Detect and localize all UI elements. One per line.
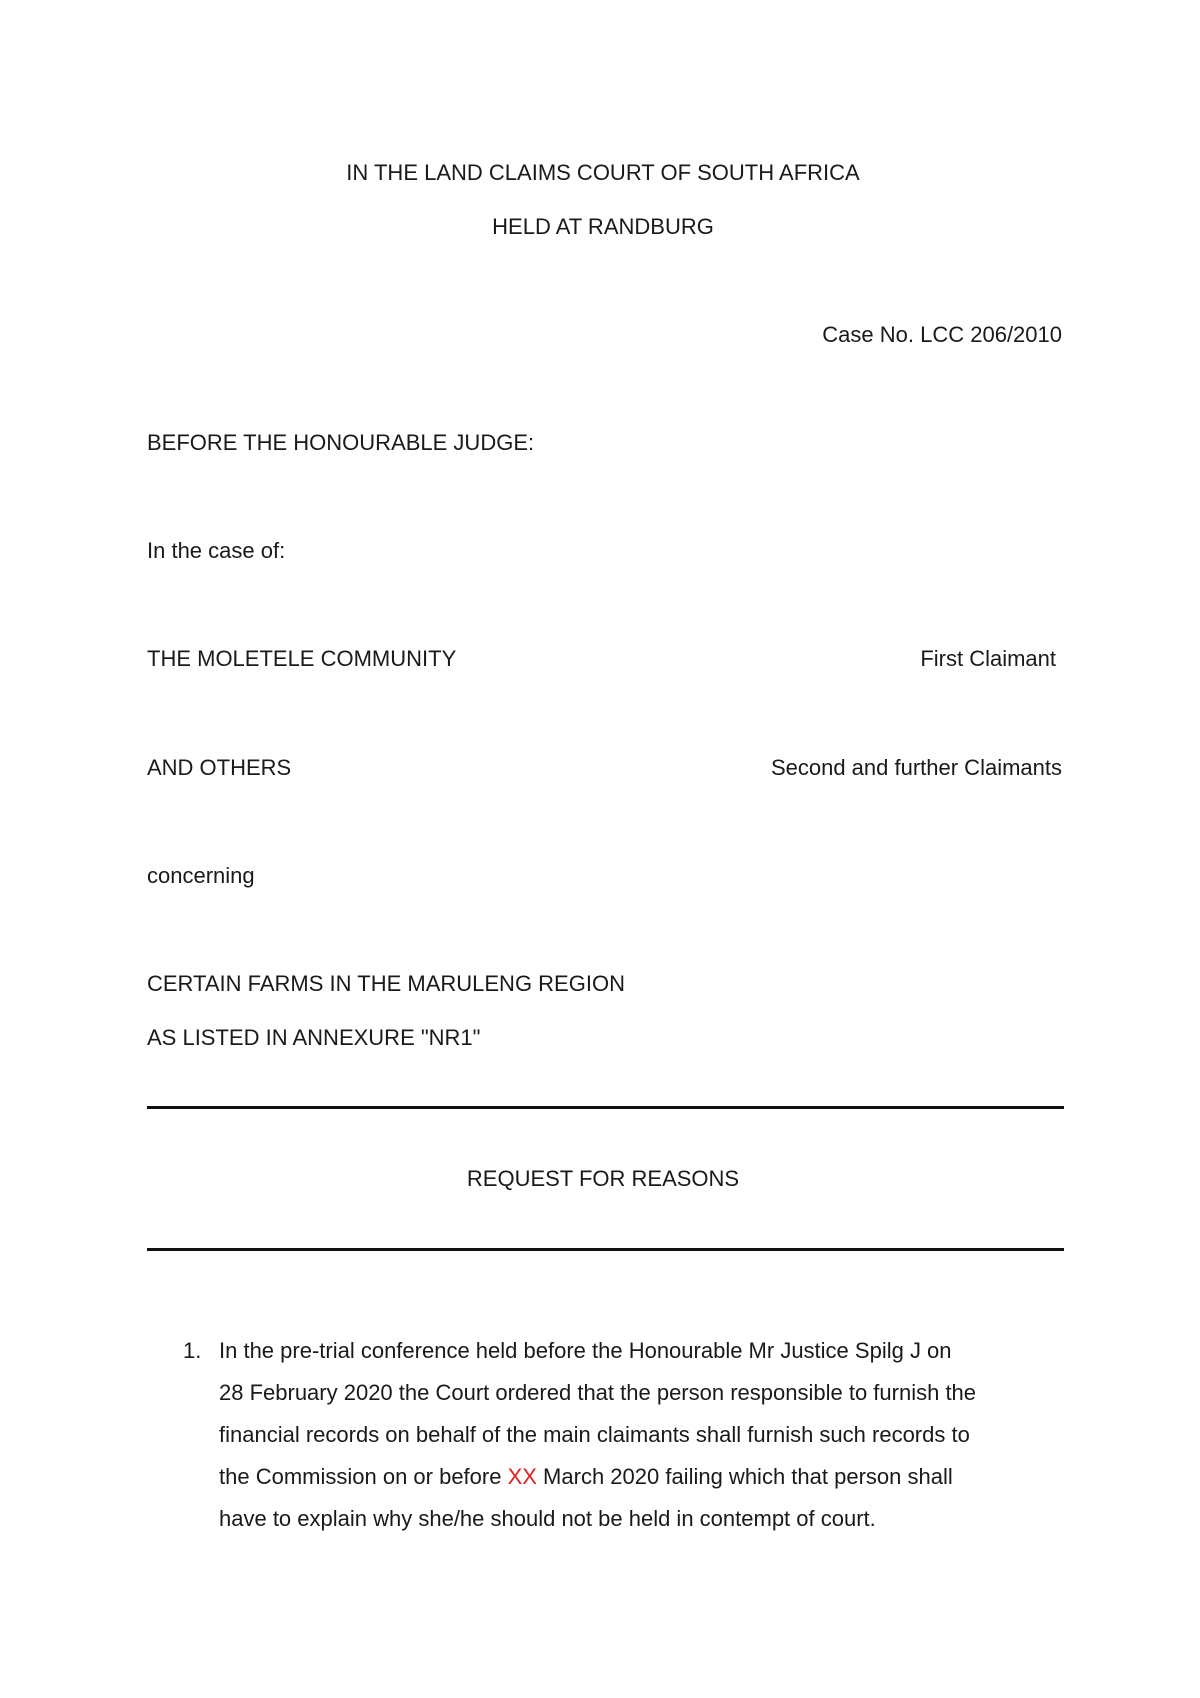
document-title: REQUEST FOR REASONS [466, 1166, 740, 1191]
paragraph-line-4-start: the Commission on or before [219, 1464, 508, 1489]
in-case-of-label: In the case of: [147, 538, 286, 563]
paragraph-body [219, 1330, 1079, 1540]
held-at-heading: HELD AT RANDBURG [492, 214, 714, 239]
paragraph-line-4-end: March 2020 failing which that person shall [536, 1464, 953, 1489]
paragraph-line-5: have to explain why she/he should not be held in contempt of court. [219, 1506, 876, 1531]
court-heading: IN THE LAND CLAIMS COURT OF SOUTH AFRICA [346, 160, 860, 185]
bottom-divider [147, 1248, 1064, 1251]
party-2-role: Second and further Claimants [770, 755, 1062, 780]
subject-line-1: CERTAIN FARMS IN THE MARULENG REGION [147, 971, 625, 996]
paragraph-line-3: financial records on behalf of the main claimants shall furnish such records to [219, 1422, 970, 1447]
case-number: Case No. LCC 206/2010 [822, 322, 1062, 347]
party-1-name: THE MOLETELE COMMUNITY [147, 646, 457, 671]
paragraph-number: 1. [183, 1338, 202, 1363]
date-placeholder-highlight: XX [507, 1464, 537, 1489]
concerning-label: concerning [147, 863, 255, 888]
top-divider [147, 1106, 1064, 1109]
paragraph-line-4 [219, 1456, 1079, 1498]
party-2-name: AND OTHERS [147, 755, 292, 780]
party-1-role: First Claimant [920, 646, 1056, 671]
before-judge-label: BEFORE THE HONOURABLE JUDGE: [147, 430, 535, 455]
subject-line-2: AS LISTED IN ANNEXURE "NR1" [147, 1025, 481, 1050]
paragraph-line-1: In the pre-trial conference held before the Honourable Mr Justice Spilg J on [219, 1338, 952, 1363]
paragraph-line-2: 28 February 2020 the Court ordered that the person responsible to furnish the [219, 1380, 977, 1405]
